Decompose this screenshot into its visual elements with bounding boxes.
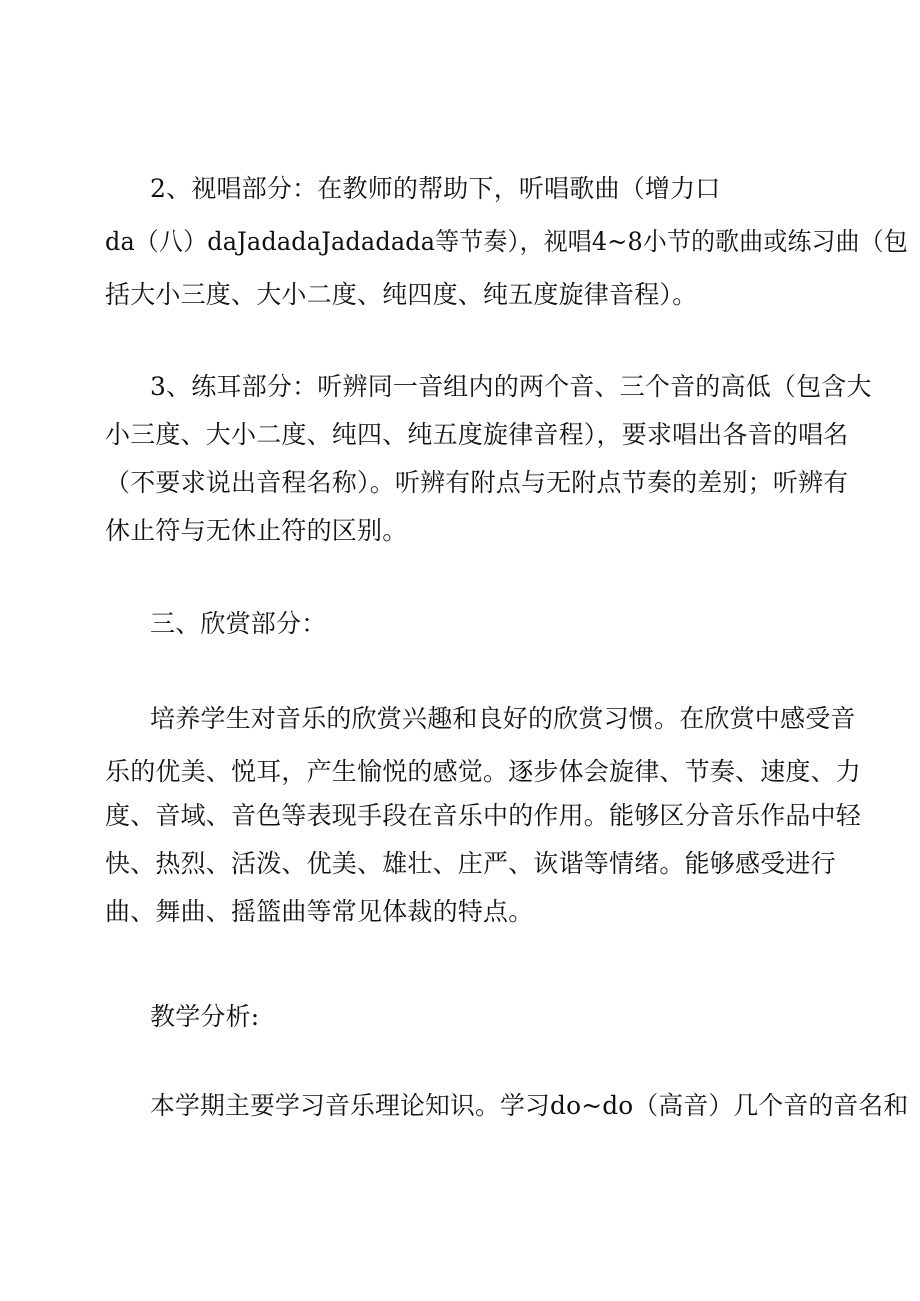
appreciation-heading: 三、欣赏部分： [150, 609, 327, 638]
appreciation-line-4: 快、热烈、活泼、优美、雄壮、庄严、诙谐等情绪。能够感受进行 [105, 849, 836, 878]
appreciation-line-3: 度、音域、音色等表现手段在音乐中的作用。能够区分音乐作品中轻 [105, 801, 862, 830]
ear-training-line-3: （不要求说出音程名称）。听辨有附点与无附点节奏的差别；听辨有 [105, 468, 849, 497]
analysis-heading: 教学分析: [150, 1002, 260, 1031]
sight-singing-line-2: da（八）daJadadaJadadada等节奏），视唱4~8小节的歌曲或练习曲（包 [105, 227, 908, 256]
ear-training-line-4: 休止符与无休止符的区别。 [105, 516, 408, 545]
ear-training-line-1: 3、练耳部分：听辨同一音组内的两个音、三个音的高低（包含大 [150, 372, 872, 401]
analysis-line-1: 本学期主要学习音乐理论知识。学习do~do（高音）几个音的音名和 [150, 1091, 909, 1120]
ear-training-line-2: 小三度、大小二度、纯四、纯五度旋律音程），要求唱出各音的唱名 [105, 420, 849, 449]
sight-singing-line-1: 2、视唱部分：在教师的帮助下，听唱歌曲（增力口 [150, 174, 721, 203]
appreciation-line-1: 培养学生对音乐的欣赏兴趣和良好的欣赏习惯。在欣赏中感受音 [150, 704, 856, 733]
appreciation-line-5: 曲、舞曲、摇篮曲等常见体裁的特点。 [105, 897, 534, 926]
appreciation-line-2: 乐的优美、悦耳，产生愉悦的感觉。逐步体会旋律、节奏、速度、力 [105, 757, 862, 786]
sight-singing-line-3: 括大小三度、大小二度、纯四度、纯五度旋律音程）。 [105, 280, 698, 309]
